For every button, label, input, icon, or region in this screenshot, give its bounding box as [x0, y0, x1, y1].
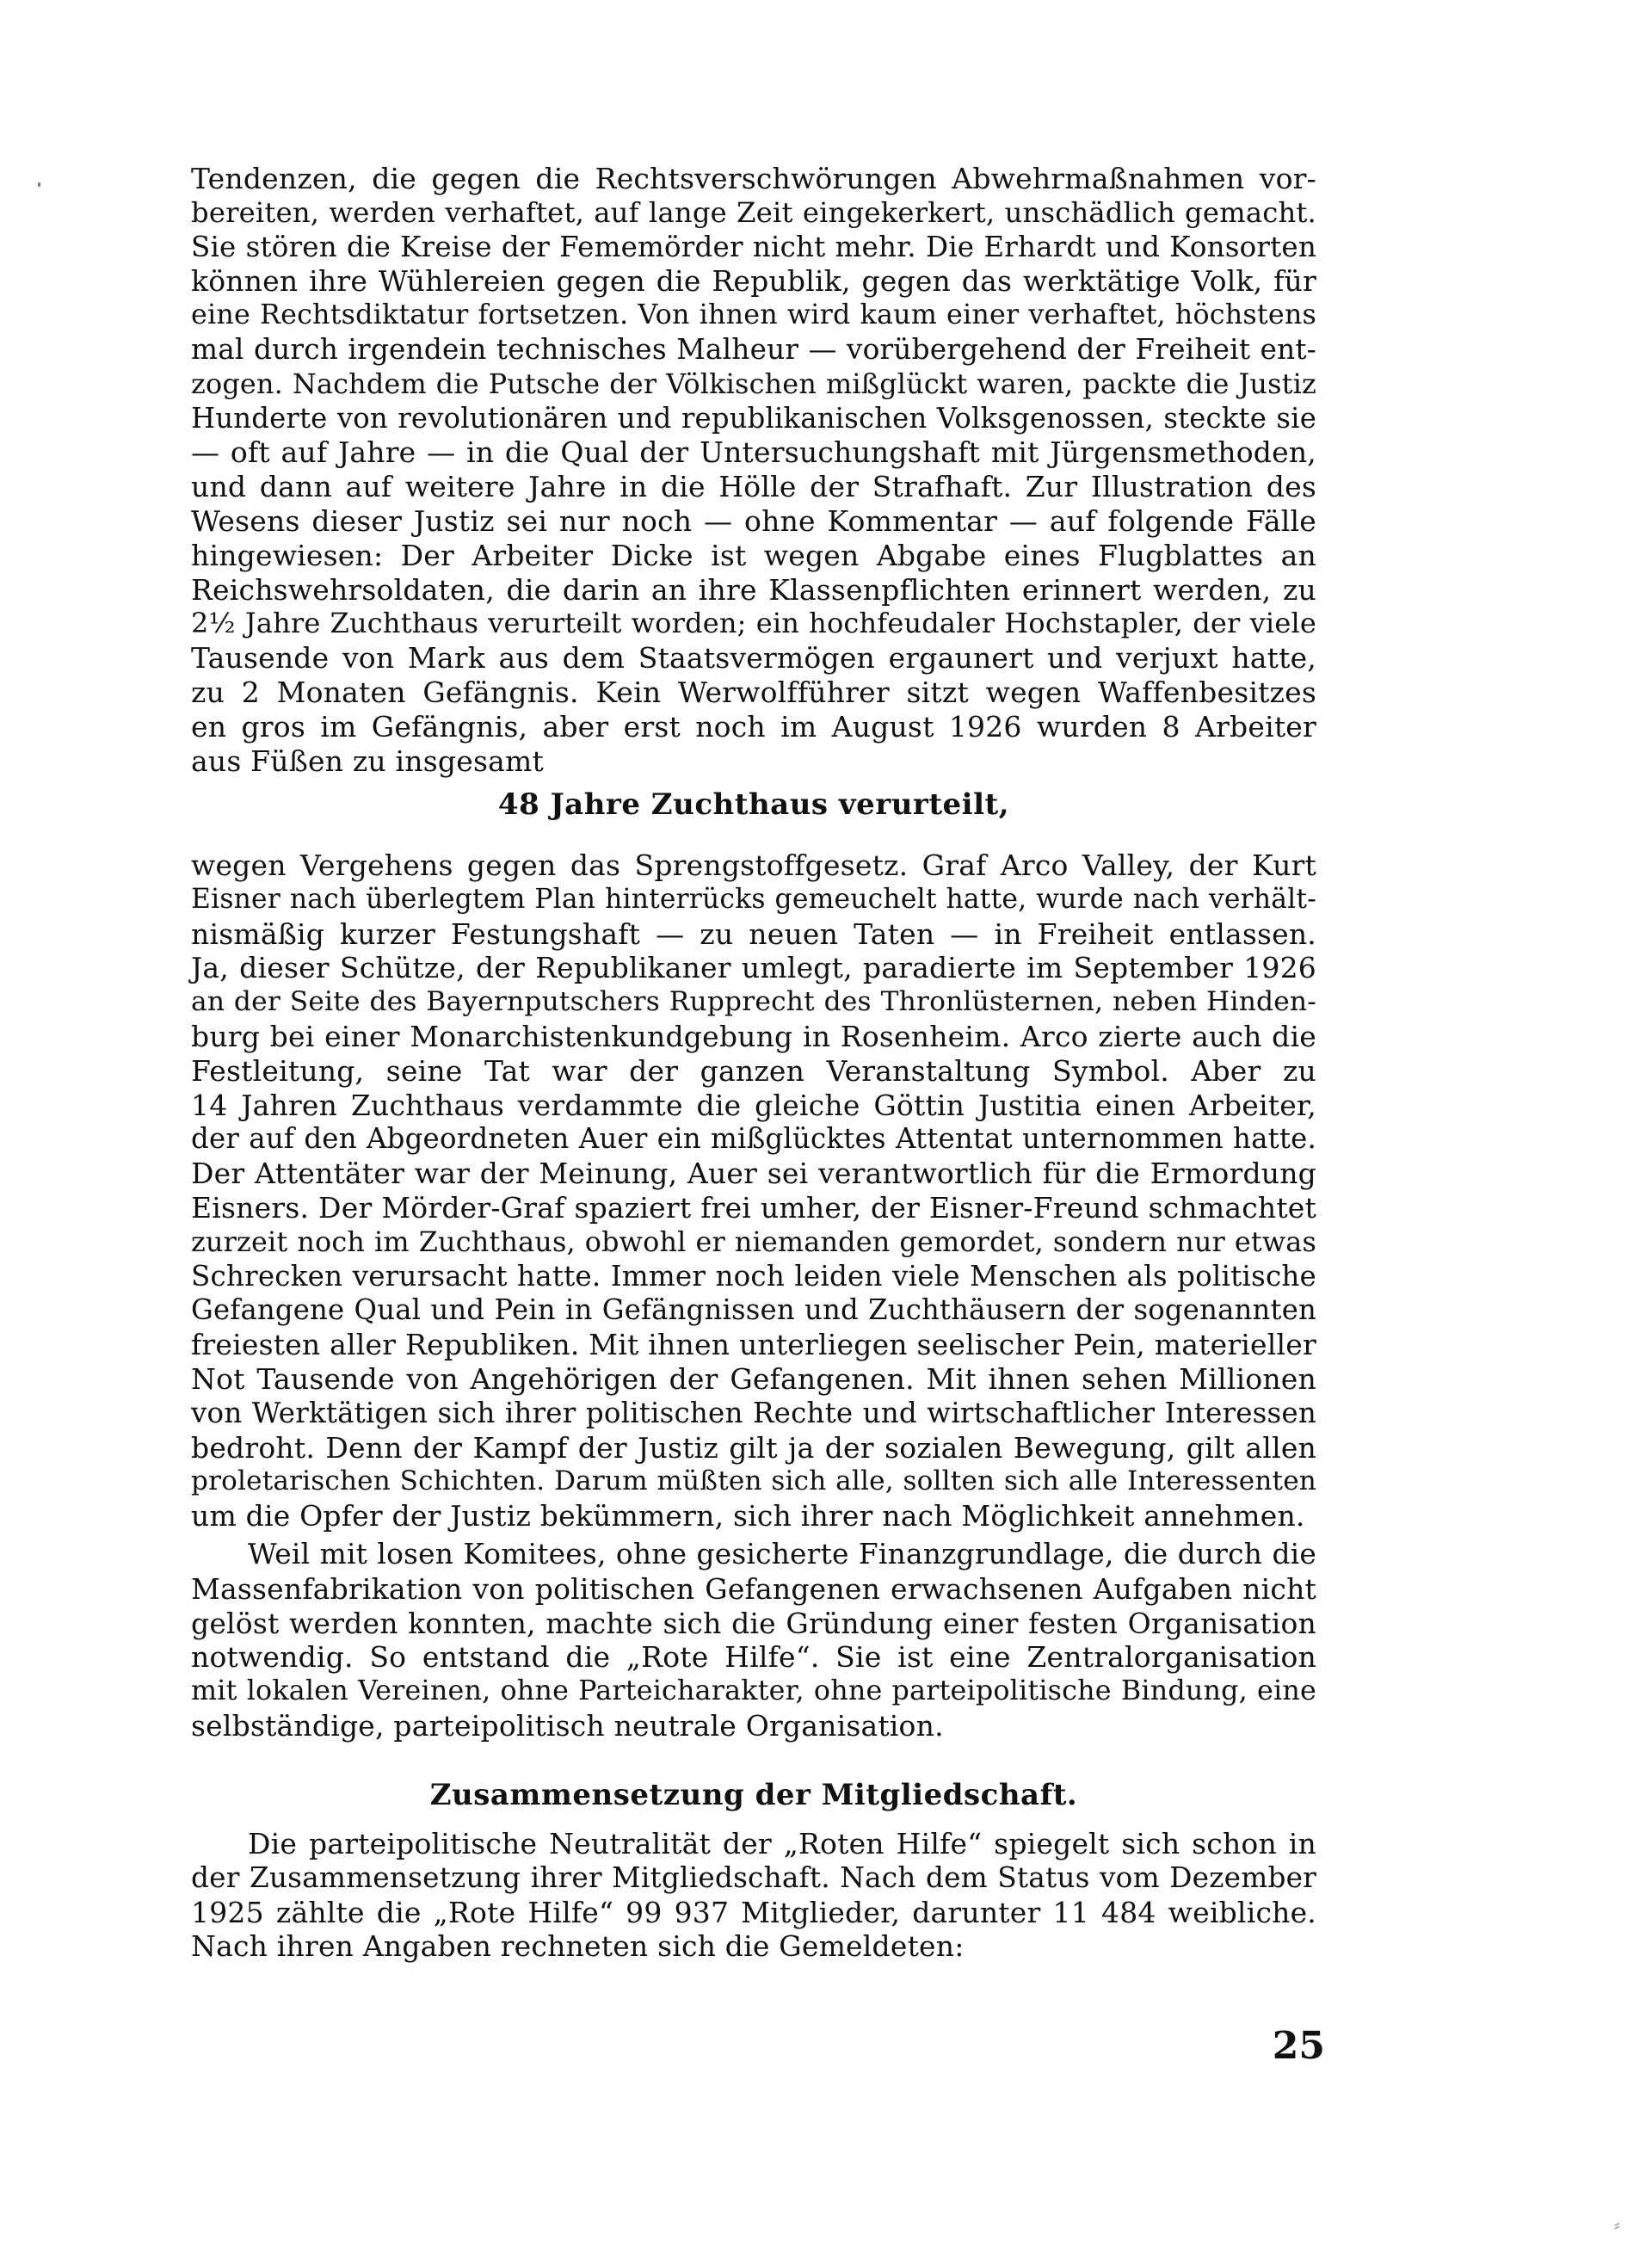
- text-line: selbständige, parteipolitisch neutrale Organisation.: [191, 1708, 944, 1743]
- text-line: Schrecken verursacht hatte. Immer noch leiden viele Menschen als politische: [191, 1259, 1316, 1293]
- scan-margin-mark: ⸗: [1614, 2214, 1620, 2235]
- text-line: eine Rechtsdiktatur fortsetzen. Von ihnen wird kaum einer verhaftet, höchstens: [191, 299, 1316, 331]
- text-line: von Werktätigen sich ihrer politischen Rechte und wirtschaftlicher Interessen: [191, 1396, 1316, 1429]
- text-line: notwendig. So entstand die „Rote Hilfe“. Sie ist eine Zentralorganisation: [191, 1640, 1316, 1675]
- text-line: an der Seite des Bayernputschers Rupprecht des Thronlüsternen, neben Hinden-: [191, 986, 1316, 1018]
- text-line: Wesens dieser Justiz sei nur noch — ohne Kommentar — auf folgende Fälle: [191, 503, 1316, 538]
- text-line: Gefangene Qual und Pein in Gefängnissen und Zuchthäusern der sogenannten: [191, 1293, 1316, 1327]
- section-heading-membership: Zusammensetzung der Mitgliedschaft.: [429, 1778, 1078, 1812]
- text-line: 14 Jahren Zuchthaus verdammte die gleiche Göttin Justitia einen Arbeiter,: [191, 1088, 1316, 1122]
- text-line: zurzeit noch im Zuchthaus, obwohl er niemanden gemordet, sondern nur etwas: [191, 1225, 1316, 1258]
- text-line: proletarischen Schichten. Darum müßten sich alle, sollten sich alle Interessenten: [191, 1465, 1316, 1497]
- text-line: Die parteipolitische Neutralität der „Roten Hilfe“ spiegelt sich schon in: [248, 1827, 1316, 1860]
- text-line: Tendenzen, die gegen die Rechtsverschwörungen Abwehrmaßnahmen vor-: [191, 162, 1316, 195]
- paragraph-3: [191, 1538, 1316, 1743]
- text-line: 1925 zählte die „Rote Hilfe“ 99 937 Mitglieder, darunter 11 484 weibliche.: [191, 1895, 1316, 1929]
- text-line: gelöst werden konnten, machte sich die Gründung einer festen Organisation: [191, 1606, 1316, 1640]
- paragraph-4: [191, 1827, 1316, 1964]
- text-line: aus Füßen zu insgesamt: [191, 743, 544, 778]
- text-line: 2½ Jahre Zuchthaus verurteilt worden; ein hochfeudaler Hochstapler, der viele: [191, 607, 1316, 640]
- text-line: Der Attentäter war der Meinung, Auer sei verantwortlich für die Ermordung: [191, 1157, 1316, 1191]
- text-line: Nach ihren Angaben rechneten sich die Gemeldeten:: [191, 1929, 965, 1964]
- text-line: mit lokalen Vereinen, ohne Parteicharakter, ohne parteipolitische Bindung, eine: [191, 1675, 1316, 1707]
- text-line: freiesten aller Republiken. Mit ihnen unterliegen seelischer Pein, materieller: [191, 1328, 1316, 1362]
- text-line: Massenfabrikation von politischen Gefangenen erwachsenen Aufgaben nicht: [191, 1571, 1316, 1606]
- paragraph-2: [191, 848, 1316, 1533]
- text-line: Sie stören die Kreise der Fememörder nicht mehr. Die Erhardt und Konsorten: [191, 230, 1316, 263]
- text-line: bereiten, werden verhaftet, auf lange Zeit eingekerkert, unschädlich gemacht.: [191, 195, 1316, 229]
- text-line: Not Tausende von Angehörigen der Gefangenen. Mit ihnen sehen Millionen: [191, 1361, 1316, 1396]
- text-line: Hunderte von revolutionären und republikanischen Volksgenossen, steckte sie: [191, 401, 1316, 435]
- text-line: Tausende von Mark aus dem Staatsvermögen ergaunert und verjuxt hatte,: [191, 641, 1316, 676]
- text-line: Eisner nach überlegtem Plan hinterrücks gemeuchelt hatte, wurde nach verhält-: [191, 883, 1316, 915]
- text-line: zogen. Nachdem die Putsche der Völkischen mißglückt waren, packte die Justiz: [191, 367, 1316, 400]
- section-heading-verdict: 48 Jahre Zuchthaus verurteilt,: [497, 787, 1010, 822]
- text-line: — oft auf Jahre — in die Qual der Untersuchungshaft mit Jürgensmethoden,: [191, 435, 1316, 470]
- text-line: Festleitung, seine Tat war der ganzen Veranstaltung Symbol. Aber zu: [191, 1053, 1316, 1088]
- text-line: und dann auf weitere Jahre in die Hölle der Strafhaft. Zur Illustration des: [191, 470, 1316, 504]
- text-line: können ihre Wühlereien gegen die Republik, gegen das werktätige Volk, für: [191, 264, 1316, 299]
- text-line: hingewiesen: Der Arbeiter Dicke ist wegen Abgabe eines Flugblattes an: [191, 538, 1316, 572]
- text-line: nismäßig kurzer Festungshaft — zu neuen Taten — in Freiheit entlassen.: [191, 916, 1316, 951]
- page-number: 25: [1272, 2024, 1325, 2068]
- text-line: Weil mit losen Komitees, ohne gesicherte Finanzgrundlage, die durch die: [248, 1538, 1316, 1570]
- text-line: bedroht. Denn der Kampf der Justiz gilt ja der sozialen Bewegung, gilt allen: [191, 1430, 1316, 1465]
- text-line: Reichswehrsoldaten, die darin an ihre Klassenpflichten erinnert werden, zu: [191, 572, 1316, 607]
- text-line: der auf den Abgeordneten Auer ein mißglücktes Attentat unternommen hatte.: [191, 1122, 1316, 1156]
- text-line: zu 2 Monaten Gefängnis. Kein Werwolfführer sitzt wegen Waffenbesitzes: [191, 675, 1316, 709]
- text-line: en gros im Gefängnis, aber erst noch im August 1926 wurden 8 Arbeiter: [191, 709, 1316, 743]
- text-line: mal durch irgendein technisches Malheur — vorübergehend der Freiheit ent-: [191, 332, 1316, 366]
- text-line: burg bei einer Monarchistenkundgebung in Rosenheim. Arco zierte auch die: [191, 1019, 1316, 1053]
- scan-speck: [38, 182, 40, 187]
- text-line: Eisners. Der Mörder-Graf spaziert frei umher, der Eisner-Freund schmachtet: [191, 1190, 1316, 1225]
- text-line: um die Opfer der Justiz bekümmern, sich ihrer nach Möglichkeit annehmen.: [191, 1499, 1305, 1533]
- text-line: der Zusammensetzung ihrer Mitgliedschaft. Nach dem Status vom Dezember: [191, 1860, 1316, 1894]
- paragraph-1: [191, 162, 1316, 778]
- text-line: wegen Vergehens gegen das Sprengstoffgesetz. Graf Arco Valley, der Kurt: [191, 848, 1316, 882]
- text-line: Ja, dieser Schütze, der Republikaner umlegt, paradierte im September 1926: [191, 951, 1316, 985]
